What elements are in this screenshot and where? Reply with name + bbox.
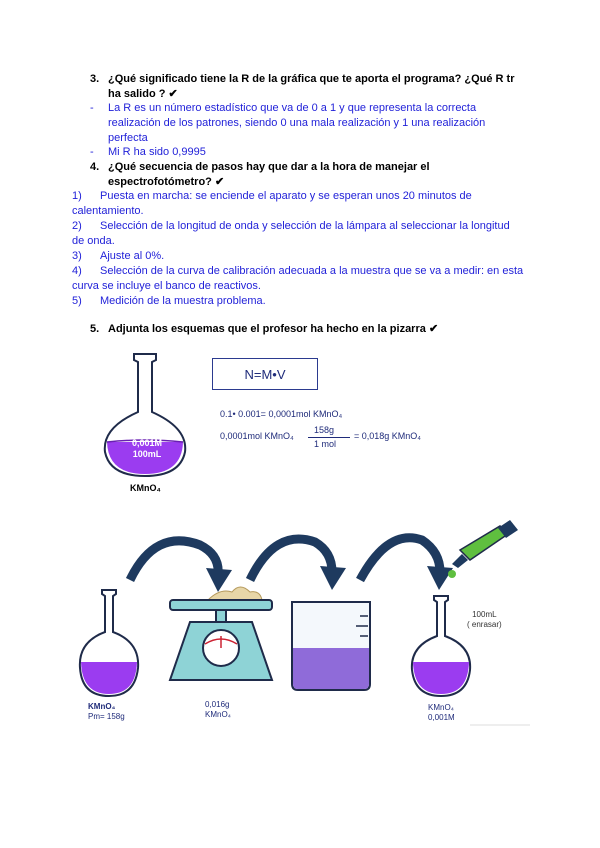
question-3-answer bbox=[0, 101, 600, 161]
question-3-text bbox=[108, 72, 528, 102]
volumetric-flask-illustration bbox=[90, 350, 200, 480]
step-1-text: Puesta en marcha: se enciende el aparato y se esperan unos 20 minutos de bbox=[100, 190, 472, 202]
bullet-mark: - bbox=[90, 146, 94, 158]
arrow-3-head bbox=[427, 566, 453, 590]
step4-caption-formula: KMnO₄ bbox=[428, 703, 454, 712]
calc-right: = 0,018g KMnO₄ bbox=[354, 431, 421, 441]
flask-caption: KMnO₄ bbox=[130, 483, 161, 493]
step2-caption-mass: 0,016g bbox=[205, 700, 230, 709]
question-3-label: ¿Qué significado tiene la R de la gráfica que te aporta el programa? ¿Qué R tr ha salido ? bbox=[108, 73, 515, 100]
question-3 bbox=[0, 72, 600, 102]
check-icon: ✔ bbox=[428, 323, 439, 335]
flask-label bbox=[118, 438, 176, 460]
step-3-number: 3) bbox=[72, 250, 82, 262]
step1-caption-weight: Pm= 158g bbox=[88, 712, 125, 721]
beaker bbox=[292, 602, 370, 690]
check-icon: ✔ bbox=[168, 88, 178, 100]
arrow-3 bbox=[360, 538, 440, 580]
arrow-1 bbox=[130, 541, 218, 580]
fraction-line bbox=[308, 437, 350, 438]
question-5 bbox=[0, 322, 600, 338]
question-4-number: 4. bbox=[90, 161, 100, 173]
step4-caption-concentration: 0,001M bbox=[428, 713, 455, 722]
calc-denominator: 1 mol bbox=[314, 439, 337, 449]
calc-left: 0,0001mol KMnO₄ bbox=[220, 431, 294, 441]
step-3-text: Ajuste al 0%. bbox=[100, 250, 165, 262]
bullet-mark: - bbox=[90, 102, 94, 114]
check-icon: ✔ bbox=[214, 176, 225, 188]
answer-bullet-2: Mi R ha sido 0,9995 bbox=[108, 146, 206, 158]
step-5-number: 5) bbox=[72, 295, 82, 307]
step2-caption bbox=[205, 700, 231, 720]
arrow-1-head bbox=[206, 568, 232, 592]
question-3-number: 3. bbox=[90, 73, 100, 85]
arrow-2 bbox=[250, 539, 332, 580]
question-4 bbox=[0, 160, 600, 190]
flask-label-volume: 100mL bbox=[132, 449, 162, 459]
question-5-text bbox=[108, 322, 528, 337]
step4-caption bbox=[428, 703, 455, 723]
flask-label-concentration: 0,001M bbox=[131, 438, 163, 448]
scale bbox=[170, 587, 272, 680]
step4-volume-amount: 100mL bbox=[472, 610, 497, 619]
step-1-continued: calentamiento. bbox=[72, 205, 144, 217]
step1-caption-formula: KMnO₄ bbox=[88, 702, 116, 711]
step-4-number: 4) bbox=[72, 265, 82, 277]
arrow-2-head bbox=[320, 566, 346, 590]
question-4-label: ¿Qué secuencia de pasos hay que dar a la hora de manejar el espectrofotómetro? bbox=[108, 161, 430, 188]
step4-volume bbox=[467, 610, 502, 630]
steps-list bbox=[0, 189, 600, 309]
calculation-1: 0.1• 0.001= 0,0001mol KMnO₄ bbox=[220, 409, 343, 419]
step-2-number: 2) bbox=[72, 220, 82, 232]
step1-caption bbox=[88, 702, 125, 722]
step-2-continued: de onda. bbox=[72, 235, 115, 247]
calculation-2 bbox=[220, 425, 480, 455]
step-4-text: Selección de la curva de calibración adecuada a la muestra que se va a medir: en esta bbox=[100, 265, 524, 277]
dropper bbox=[448, 520, 518, 578]
answer-bullet-1: La R es un número estadístico que va de 0 a 1 y que representa la correcta realización de los patrones, siendo 0 una mala realización y 1 una realización perfecta bbox=[108, 102, 486, 144]
step-4-continued: curva se incluye el banco de reactivos. bbox=[72, 280, 261, 292]
calc-numerator: 158g bbox=[314, 425, 335, 435]
step-5-text: Medición de la muestra problema. bbox=[100, 295, 266, 307]
procedure-diagram bbox=[70, 520, 530, 730]
question-5-number: 5. bbox=[90, 323, 100, 335]
step2-caption-formula: KMnO₄ bbox=[205, 710, 231, 719]
flask-1 bbox=[80, 590, 138, 696]
question-5-label: Adjunta los esquemas que el profesor ha hecho en la pizarra bbox=[108, 323, 426, 335]
question-4-text bbox=[108, 160, 448, 190]
step4-volume-note: ( enrasar) bbox=[467, 620, 502, 629]
formula-box: N=M•V bbox=[212, 358, 318, 390]
step-1-number: 1) bbox=[72, 190, 82, 202]
flask-4 bbox=[412, 596, 470, 696]
step-2-text: Selección de la longitud de onda y selección de la lámpara al seleccionar la longitud bbox=[100, 220, 510, 232]
